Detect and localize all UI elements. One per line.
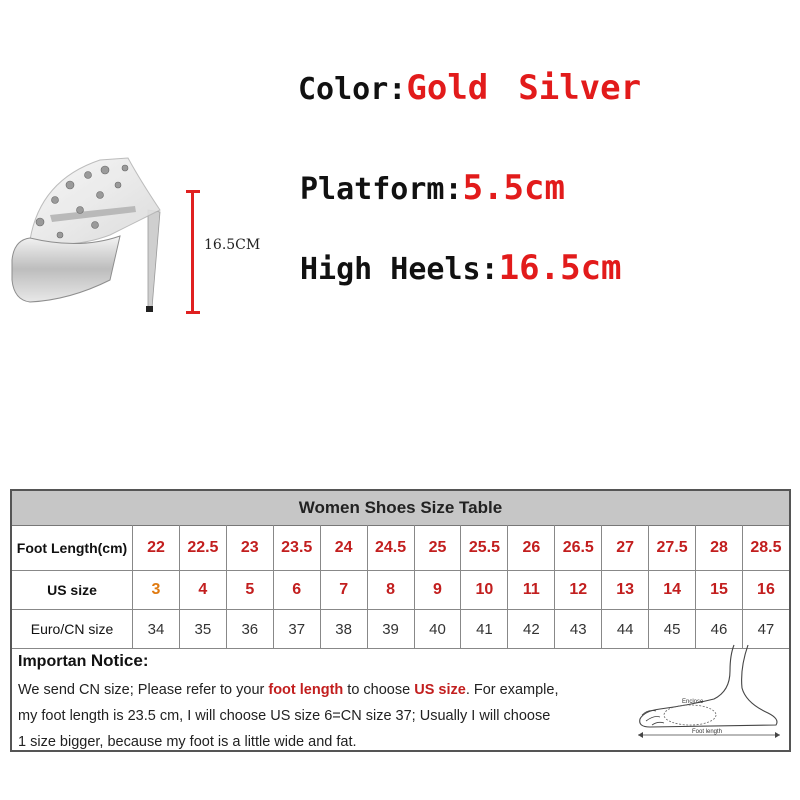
enclose-label: Enclose: [682, 699, 704, 705]
notice-emphasis-us-size: US size: [414, 682, 466, 698]
table-cell: 15: [696, 571, 743, 609]
platform-label: Platform:: [300, 172, 463, 207]
notice-section: [18, 651, 618, 755]
table-cell: 27: [602, 525, 649, 570]
table-cell: 39: [368, 610, 415, 648]
table-cell: 36: [227, 610, 274, 648]
notice-line-2: my foot length is 23.5 cm, I will choose US size 6=CN size 37; Usually I will choose: [18, 708, 551, 724]
foot-length-label: Foot length: [692, 729, 723, 735]
table-cell: 47: [757, 620, 775, 638]
row-header: US size: [12, 571, 133, 609]
notice-text: . For example,: [465, 682, 559, 698]
table-cell: 25.5: [461, 525, 508, 570]
table-cell: 38: [321, 610, 368, 648]
table-row-foot-length: [12, 525, 789, 571]
notice-emphasis-foot-length: foot length: [268, 682, 344, 698]
notice-title-word: Notice:: [90, 651, 149, 670]
table-cell: 23.5: [274, 525, 321, 570]
marker-bar: [191, 190, 194, 314]
table-cell: 14: [649, 571, 696, 609]
color-option-silver: Silver: [518, 68, 642, 108]
table-cell: 40: [415, 610, 462, 648]
platform-heel-shoe-image: [10, 140, 190, 320]
heels-value: 16.5cm: [498, 248, 622, 288]
table-cell: 22.5: [180, 525, 227, 570]
platform-spec: [300, 168, 565, 208]
table-cell: 34: [133, 610, 180, 648]
marker-cap-bottom: [186, 311, 200, 314]
table-cell: 35: [180, 610, 227, 648]
table-cell: 26.5: [555, 525, 602, 570]
platform-value: 5.5cm: [462, 168, 565, 208]
size-table-title: Women Shoes Size Table: [12, 491, 789, 526]
table-cell: 27.5: [649, 525, 696, 570]
table-cell: 8: [368, 571, 415, 609]
table-cell: 9: [415, 571, 462, 609]
table-cell: 6: [274, 571, 321, 609]
table-cell: 12: [555, 571, 602, 609]
color-spec: [298, 68, 641, 108]
row-header: Euro/CN size: [12, 610, 133, 648]
table-cell: 37: [274, 610, 321, 648]
table-cell: 28: [696, 525, 743, 570]
table-cell: 7: [321, 571, 368, 609]
table-cell: 4: [180, 571, 227, 609]
notice-text: We send CN size; Please refer to your: [18, 682, 269, 698]
notice-title-prefix: Importan: [18, 653, 91, 670]
table-cell: 45: [649, 610, 696, 648]
heels-spec: [300, 248, 622, 288]
table-cell: 44: [602, 610, 649, 648]
table-cell: 26: [508, 525, 555, 570]
foot-measure-diagram: [630, 643, 788, 743]
notice-line-3: 1 size bigger, because my foot is a little wide and fat.: [18, 734, 357, 750]
table-cell: 23: [227, 525, 274, 570]
heels-label: High Heels:: [300, 252, 499, 287]
table-row-us-size: [12, 571, 789, 610]
table-cell: 5: [227, 571, 274, 609]
table-cell: 10: [461, 571, 508, 609]
notice-text: to choose: [343, 682, 415, 698]
table-cell: 25: [415, 525, 462, 570]
heel-height-label: 16.5CM: [204, 237, 261, 253]
table-cell: 13: [602, 571, 649, 609]
size-table: [10, 489, 791, 752]
color-label: Color:: [298, 72, 407, 107]
table-cell: 43: [555, 610, 602, 648]
heel-height-marker: [186, 190, 198, 314]
table-cell: 28.5: [750, 538, 782, 556]
color-option-gold: Gold: [406, 68, 489, 108]
table-cell: 46: [696, 610, 743, 648]
table-cell: 11: [508, 571, 555, 609]
notice-title: [18, 651, 618, 671]
table-cell: 41: [461, 610, 508, 648]
table-cell: 22: [133, 525, 180, 570]
table-cell: 16: [757, 581, 775, 598]
row-header: Foot Length(cm): [12, 525, 133, 570]
table-cell: 24: [321, 525, 368, 570]
table-cell: 42: [508, 610, 555, 648]
table-cell: 3: [133, 571, 180, 609]
table-cell: 24.5: [368, 525, 415, 570]
notice-line-1: [18, 677, 618, 703]
